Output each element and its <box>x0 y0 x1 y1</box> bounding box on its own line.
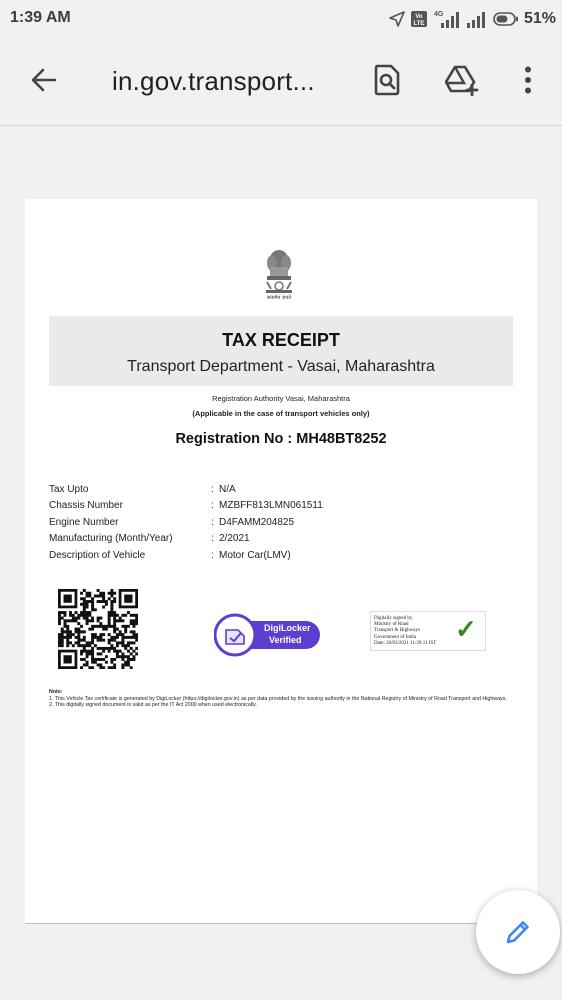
find-in-page-icon <box>373 64 401 96</box>
detail-label: Manufacturing (Month/Year) <box>49 533 173 545</box>
digilocker-badge-icon <box>214 613 320 657</box>
detail-label: Chassis Number <box>49 500 123 512</box>
note-item: 2. This digitally signed document is valid as per the IT Act 2000 when used electronically. <box>49 702 257 708</box>
detail-separator: : <box>211 533 214 545</box>
detail-label: Tax Upto <box>49 483 89 495</box>
detail-row <box>49 514 489 531</box>
title-band <box>49 316 513 386</box>
detail-row <box>49 531 489 548</box>
detail-separator: : <box>211 500 214 512</box>
status-bar <box>0 0 562 38</box>
registration-authority: Registration Authority Vasai, Maharashtra <box>212 394 350 403</box>
more-vert-icon <box>524 66 532 94</box>
detail-separator: : <box>211 549 214 561</box>
svg-text:LTE: LTE <box>413 21 425 27</box>
signature-text <box>374 616 456 647</box>
detail-value: N/A <box>219 483 236 495</box>
detail-separator: : <box>211 516 214 528</box>
digilocker-label: DigiLocker <box>264 623 311 633</box>
browser-toolbar <box>0 38 562 126</box>
edit-pencil-icon <box>503 917 533 947</box>
edit-fab-button[interactable] <box>476 890 560 974</box>
applicable-note: (Applicable in the case of transport vehicles only) <box>192 409 370 418</box>
signature-line: Digitally signed by <box>374 616 413 621</box>
signature-line: Transport & Highways <box>374 628 420 634</box>
signal-4g-icon <box>433 9 461 29</box>
checkmark-icon: ✓ <box>455 614 477 644</box>
note-item: 1. This Vehicle Tax certificate is generated by DigiLocker (https://digilocker.gov.in) as per data provided by the issuing authority in the National Registry of Ministry of Road Transport and Highways. <box>49 695 507 702</box>
vehicle-details <box>49 481 489 564</box>
detail-label: Description of Vehicle <box>49 549 146 561</box>
detail-label: Engine Number <box>49 516 119 528</box>
receipt-title: TAX RECEIPT <box>222 330 340 350</box>
signature-line: Date: 26/03/2021 11:39:11 IST <box>374 640 437 646</box>
battery-percent: 51% <box>523 10 556 27</box>
volte-icon <box>410 10 428 28</box>
document-page <box>25 199 537 924</box>
notes-section <box>49 689 519 709</box>
detail-value: MZBFF813LMN061511 <box>219 500 323 512</box>
verified-label: Verified <box>269 635 302 645</box>
detail-row <box>49 481 489 498</box>
find-in-page-button[interactable] <box>369 62 405 98</box>
detail-value: D4FAMM204825 <box>219 516 295 528</box>
more-options-button[interactable] <box>510 62 546 98</box>
detail-value: Motor Car(LMV) <box>219 549 291 561</box>
back-button[interactable] <box>26 62 62 98</box>
back-arrow-icon <box>30 66 58 94</box>
detail-row <box>49 498 489 515</box>
detail-row <box>49 547 489 564</box>
battery-icon <box>493 12 519 26</box>
digilocker-verified-badge <box>214 613 320 657</box>
status-time: 1:39 AM <box>10 9 71 26</box>
notes-title: Note: <box>49 689 63 695</box>
svg-text:Vo: Vo <box>415 14 423 20</box>
detail-value: 2/2021 <box>219 533 250 545</box>
emblem-caption: सत्यमेव जयते <box>266 295 292 301</box>
signal-icon <box>466 10 488 28</box>
status-icons <box>389 8 556 30</box>
add-to-drive-button[interactable] <box>444 62 480 98</box>
qr-code <box>58 589 138 669</box>
add-to-drive-icon <box>445 64 479 96</box>
receipt-subtitle: Transport Department - Vasai, Maharashtra <box>127 358 435 375</box>
signature-line: Ministry of Road <box>374 622 409 628</box>
registration-number: Registration No : MH48BT8252 <box>175 431 387 447</box>
svg-text:4G: 4G <box>433 11 444 18</box>
url-text[interactable]: in.gov.transport... <box>112 66 315 96</box>
location-arrow-icon <box>389 11 405 27</box>
signature-line: Government of India <box>374 634 416 640</box>
digital-signature-box <box>370 611 486 651</box>
detail-separator: : <box>211 483 214 495</box>
